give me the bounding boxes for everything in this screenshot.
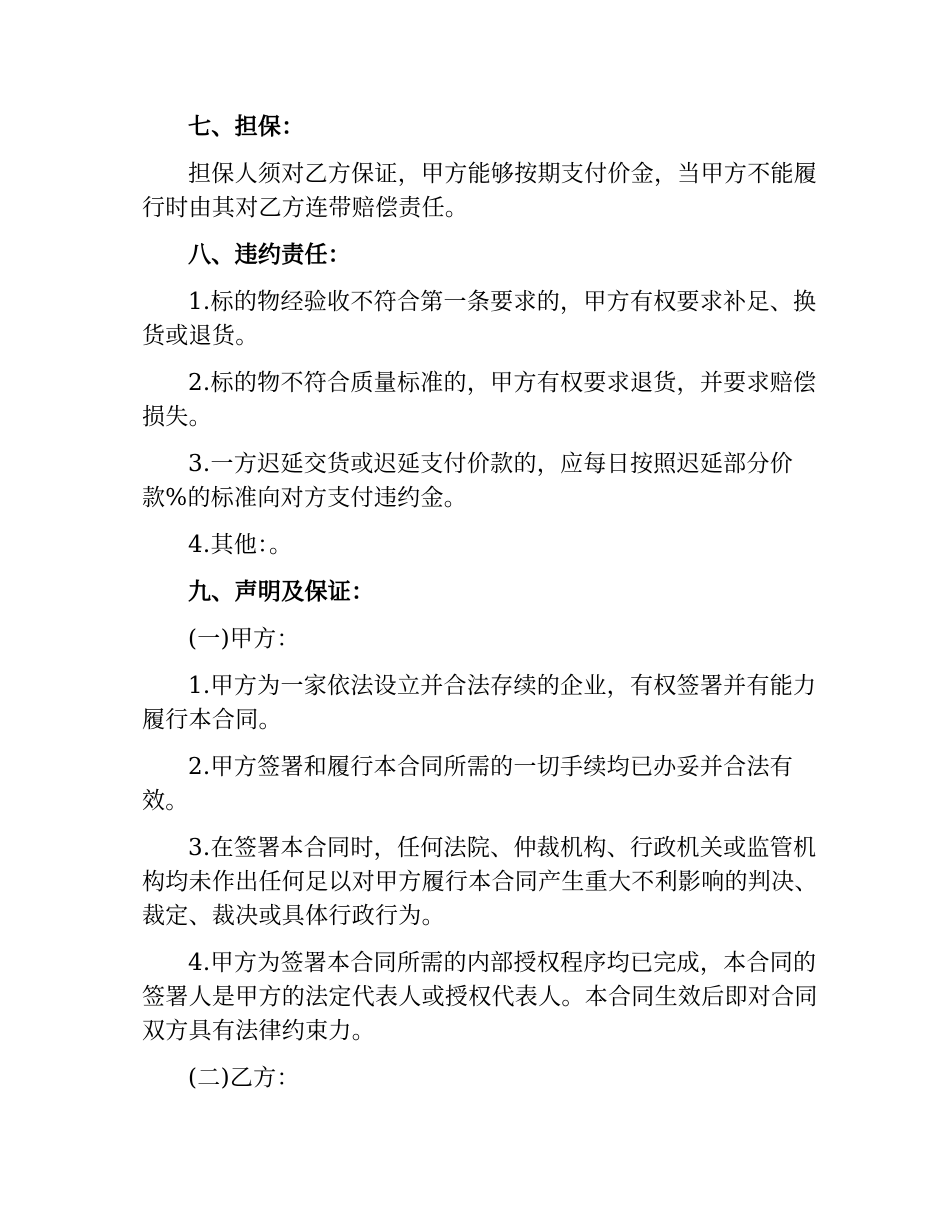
paragraph-liability-4: 4.其他：。 [188, 532, 293, 558]
section-heading-declarations: 九、声明及保证： [188, 578, 375, 605]
paragraph-party-a-4: 4.甲方为签署本合同所需的内部授权程序均已完成，本合同的签署人是甲方的法定代表人或授权代表人。本合同生效后即对合同双方具有法律约束力。 [142, 950, 818, 1044]
paragraph-guarantee: 担保人须对乙方保证，甲方能够按期支付价金，当甲方不能履行时由其对乙方连带赔偿责任。 [142, 161, 818, 221]
section-heading-guarantee: 七、担保： [188, 113, 305, 140]
paragraph-party-b-label: (二)乙方： [188, 1065, 300, 1091]
paragraph-party-a-1: 1.甲方为一家依法设立并合法存续的企业，有权签署并有能力履行本合同。 [142, 673, 817, 733]
paragraph-liability-3: 3.一方迟延交货或迟延支付价款的，应每日按照迟延部分价款%的标准向对方支付违约金。 [142, 451, 794, 511]
paragraph-liability-2: 2.标的物不符合质量标准的，甲方有权要求退货，并要求赔偿损失。 [142, 370, 817, 430]
paragraph-party-a-2: 2.甲方签署和履行本合同所需的一切手续均已办妥并合法有效。 [142, 754, 794, 814]
section-heading-liability: 八、违约责任： [188, 241, 352, 268]
document-body [142, 110, 822, 1108]
paragraph-liability-1: 1.标的物经验收不符合第一条要求的，甲方有权要求补足、换货或退货。 [142, 289, 817, 349]
paragraph-party-a-label: (一)甲方： [188, 626, 300, 652]
paragraph-party-a-3: 3.在签署本合同时，任何法院、仲裁机构、行政机关或监管机构均未作出任何足以对甲方履行本合同产生重大不利影响的判决、裁定、裁决或具体行政行为。 [142, 835, 818, 929]
